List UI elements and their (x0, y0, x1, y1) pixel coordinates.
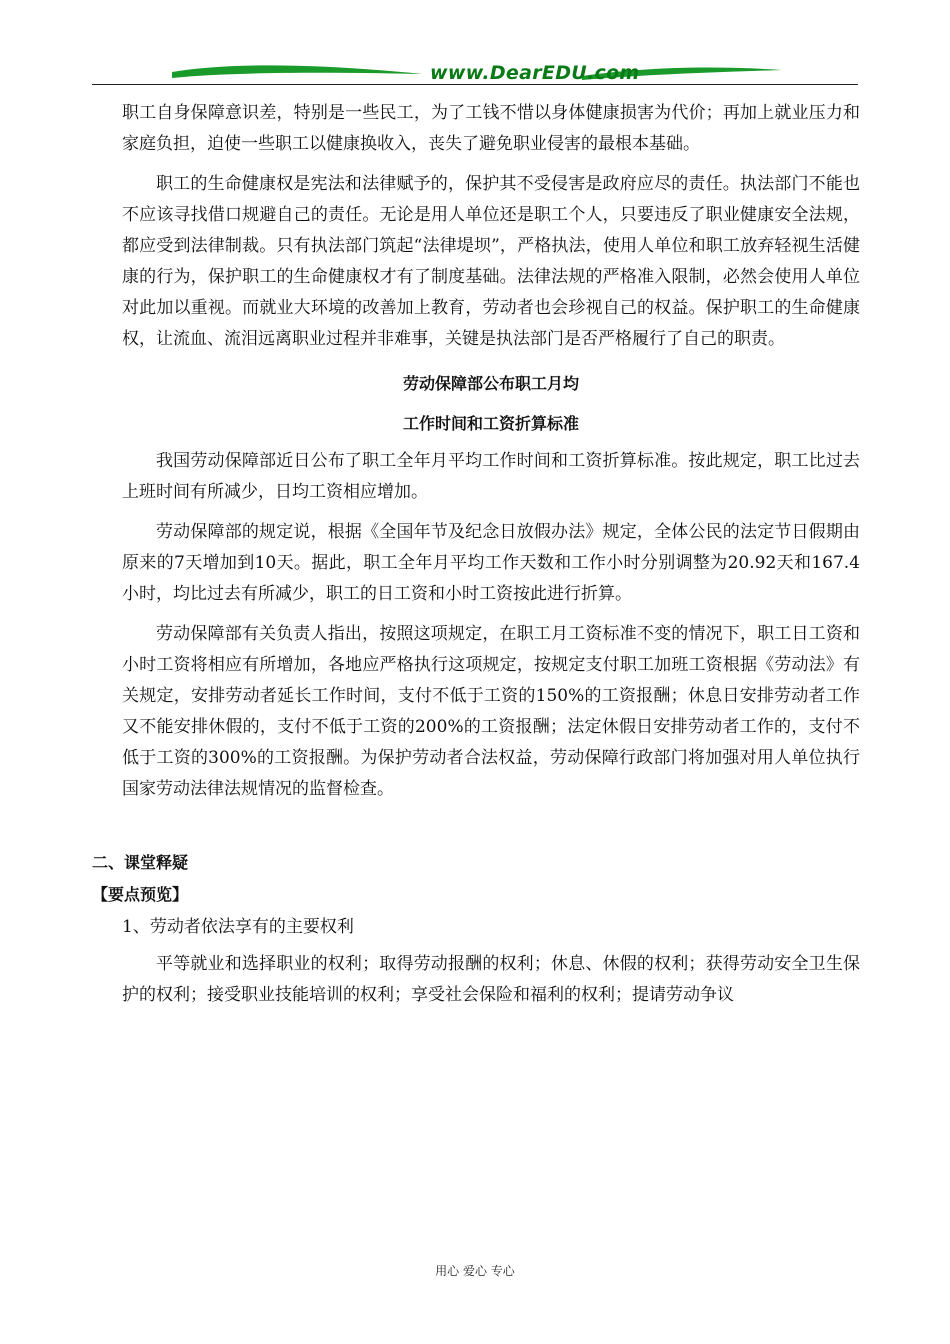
list-item-1: 1、劳动者依法享有的主要权利 (122, 917, 354, 937)
paragraph-6: 平等就业和选择职业的权利；取得劳动报酬的权利；休息、休假的权利；获得劳动安全卫生保护的权利；接受职业技能培训的权利；享受社会保险和福利的权利；提请劳动争议 (122, 954, 860, 1005)
document-body (92, 98, 860, 1020)
paragraph-5: 劳动保障部有关负责人指出，按照这项规定，在职工月工资标准不变的情况下，职工日工资和小时工资将相应有所增加，各地应严格执行这项规定，按规定支付职工加班工资根据《劳动法》有关规定，安排劳动者延长工作时间，支付不低于工资的150%的工资报酬；休息日安排劳动者工作又不能安排休假的，支付不低于工资的200%的工资报酬；法定休假日安排劳动者工作的，支付不低于工资的300%的工资报酬。为保护劳动者合法权益，劳动保障行政部门将加强对用人单位执行国家劳动法律法规情况的监督检查。 (122, 624, 860, 799)
paragraph-3: 我国劳动保障部近日公布了职工全年月平均工作时间和工资折算标准。按此规定，职工比过去上班时间有所减少，日均工资相应增加。 (122, 451, 860, 502)
logo-text[interactable]: www.DearEDU.com (430, 62, 640, 84)
key-points-title: 【要点预览】 (92, 885, 189, 904)
paragraph-1: 职工自身保障意识差，特别是一些民工，为了工钱不惜以身体健康损害为代价；再加上就业压力和家庭负担，迫使一些职工以健康换收入，丧失了避免职业侵害的最根本基础。 (122, 103, 860, 154)
paragraph-4: 劳动保障部的规定说，根据《全国年节及纪念日放假办法》规定，全体公民的法定节日假期由原来的7天增加到10天。据此，职工全年月平均工作天数和工作小时分别调整为20.92天和167.4小时，均比过去有所减少，职工的日工资和小时工资按此进行折算。 (122, 522, 860, 604)
page-header (92, 60, 858, 90)
section-title: 二、课堂释疑 (92, 853, 189, 872)
paragraph-2: 职工的生命健康权是宪法和法律赋予的，保护其不受侵害是政府应尽的责任。执法部门不能也不应该寻找借口规避自己的责任。无论是用人单位还是职工个人，只要违反了职业健康安全法规，都应受到法律制裁。只有执法部门筑起“法律堤坝”，严格执法，使用人单位和职工放弃轻视生活健康的行为，保护职工的生命健康权才有了制度基础。法律法规的严格准入限制，必然会使用人单位对此加以重视。而就业大环境的改善加上教育，劳动者也会珍视自己的权益。保护职工的生命健康权，让流血、流泪远离职业过程并非难事，关键是执法部门是否严格履行了自己的职责。 (122, 174, 860, 349)
article-heading-line-1: 劳动保障部公布职工月均 (402, 374, 579, 393)
page-footer: 用心 爱心 专心 (435, 1264, 515, 1278)
logo-left-swoosh (172, 65, 422, 78)
header-rule (92, 84, 858, 85)
article-heading-line-2: 工作时间和工资折算标准 (402, 414, 579, 433)
